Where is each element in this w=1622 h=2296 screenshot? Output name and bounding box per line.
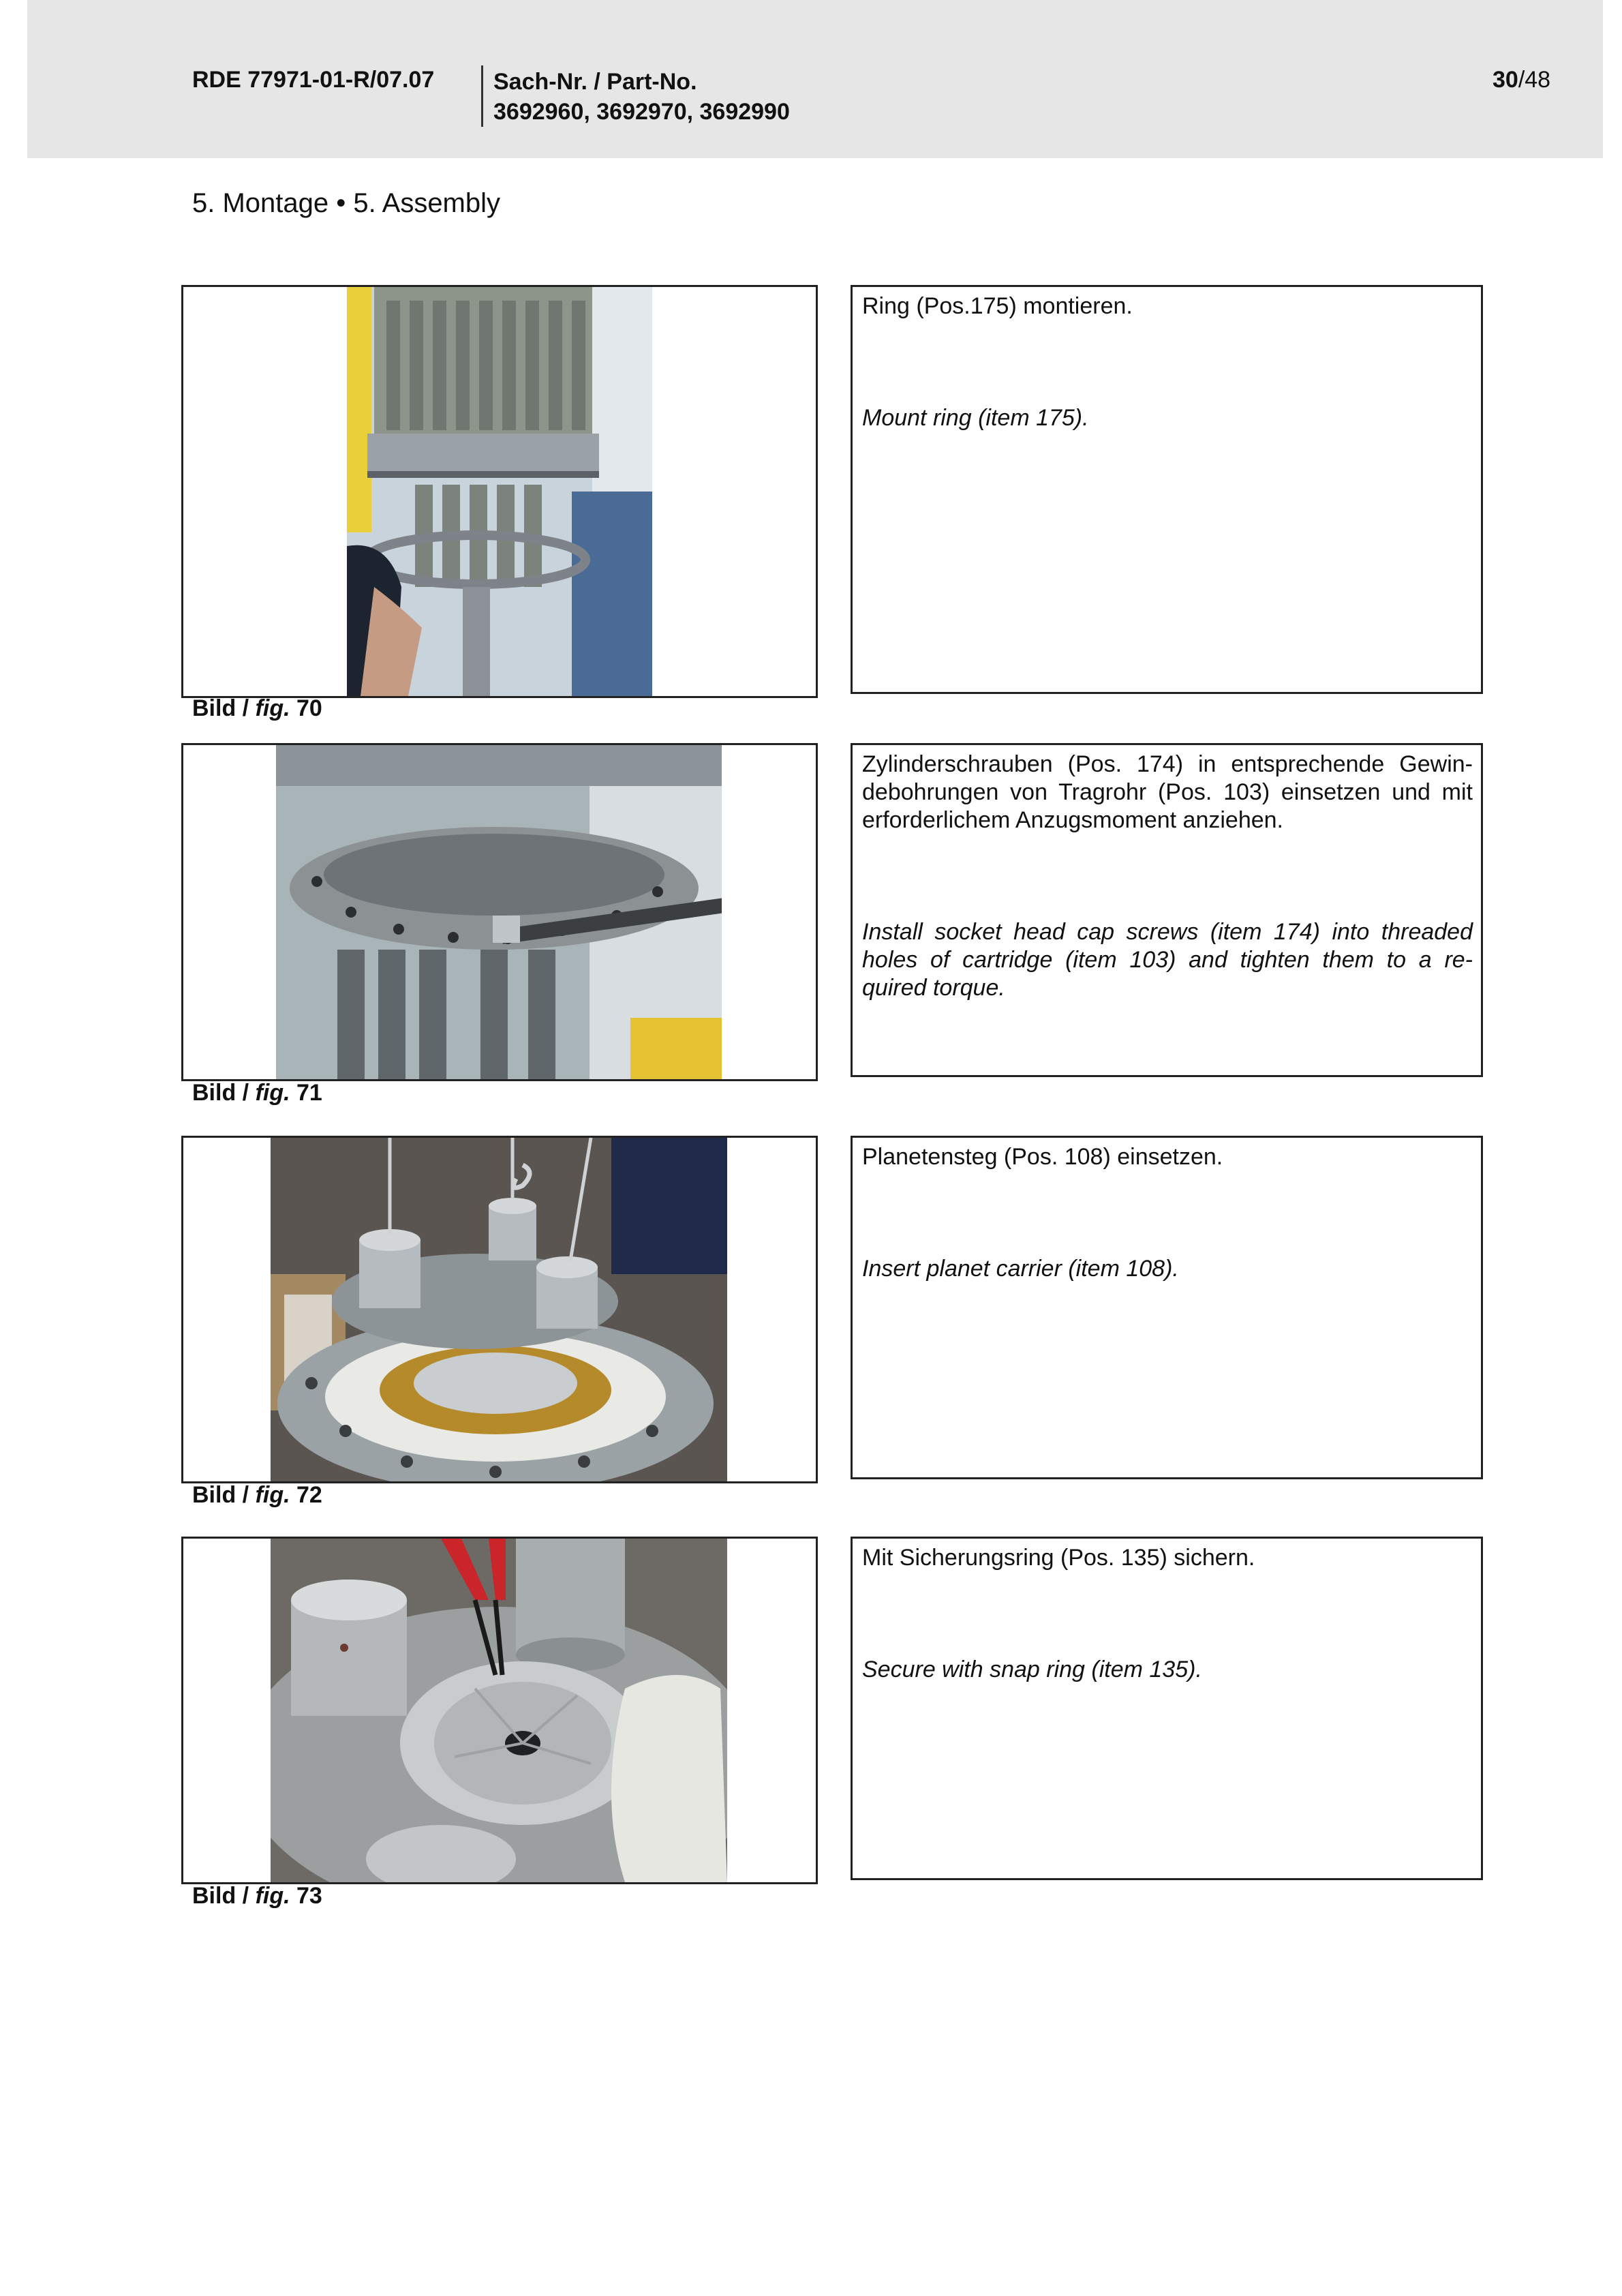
figure-70-text: [851, 285, 1483, 694]
figure-72-caption: Bild / fig. 72: [192, 1482, 322, 1508]
figure-70-caption: Bild / fig. 70: [192, 695, 322, 721]
part-number-values: 3692960, 3692970, 3692990: [493, 99, 790, 125]
figure-71-frame: [181, 743, 818, 1081]
part-number-block: [493, 67, 790, 127]
part-number-label: Sach-Nr. / Part-No.: [493, 69, 697, 95]
figure-73-frame: [181, 1537, 818, 1884]
figure-72-text: [851, 1136, 1483, 1479]
figure-73-photo: [271, 1539, 727, 1882]
figure-70-text-en: Mount ring (item 175).: [862, 405, 1089, 431]
figure-72-text-de: Planetensteg (Pos. 108) einsetzen.: [862, 1144, 1223, 1170]
figure-72-photo: [271, 1138, 727, 1481]
figure-70-photo: [347, 287, 652, 696]
figure-71-text: [851, 743, 1483, 1077]
document-id: RDE 77971-01-R/07.07: [192, 67, 435, 93]
figure-73-text-en: Secure with snap ring (item 135).: [862, 1657, 1202, 1682]
figure-71-text-de: Zylinderschrauben (Pos. 174) in entsprechende Gewin-debohrungen von Tragrohr (Pos. 103) einsetzen und mit erforderlichem Anzugsmoment anziehen.: [862, 751, 1473, 833]
section-title: 5. Montage • 5. Assembly: [192, 188, 501, 218]
figure-70-text-de: Ring (Pos.175) montieren.: [862, 293, 1133, 319]
page-header: [27, 0, 1603, 158]
figure-72-frame: [181, 1136, 818, 1483]
figure-71-text-en: Install socket head cap screws (item 174) into threaded holes of cartridge (item 103) and tighten them to a re-quired torque.: [862, 919, 1473, 1001]
figure-73-text-de: Mit Sicherungsring (Pos. 135) sichern.: [862, 1545, 1255, 1571]
header-divider: [481, 65, 483, 127]
figure-71-photo: [276, 745, 722, 1079]
page-current: 30: [1493, 67, 1518, 93]
page-total: /48: [1518, 67, 1551, 93]
figure-72-text-en: Insert planet carrier (item 108).: [862, 1256, 1179, 1282]
page-number: [1493, 67, 1550, 93]
figure-70-frame: [181, 285, 818, 698]
figure-73-text: [851, 1537, 1483, 1880]
figure-73-caption: Bild / fig. 73: [192, 1883, 322, 1909]
figure-71-caption: Bild / fig. 71: [192, 1080, 322, 1106]
